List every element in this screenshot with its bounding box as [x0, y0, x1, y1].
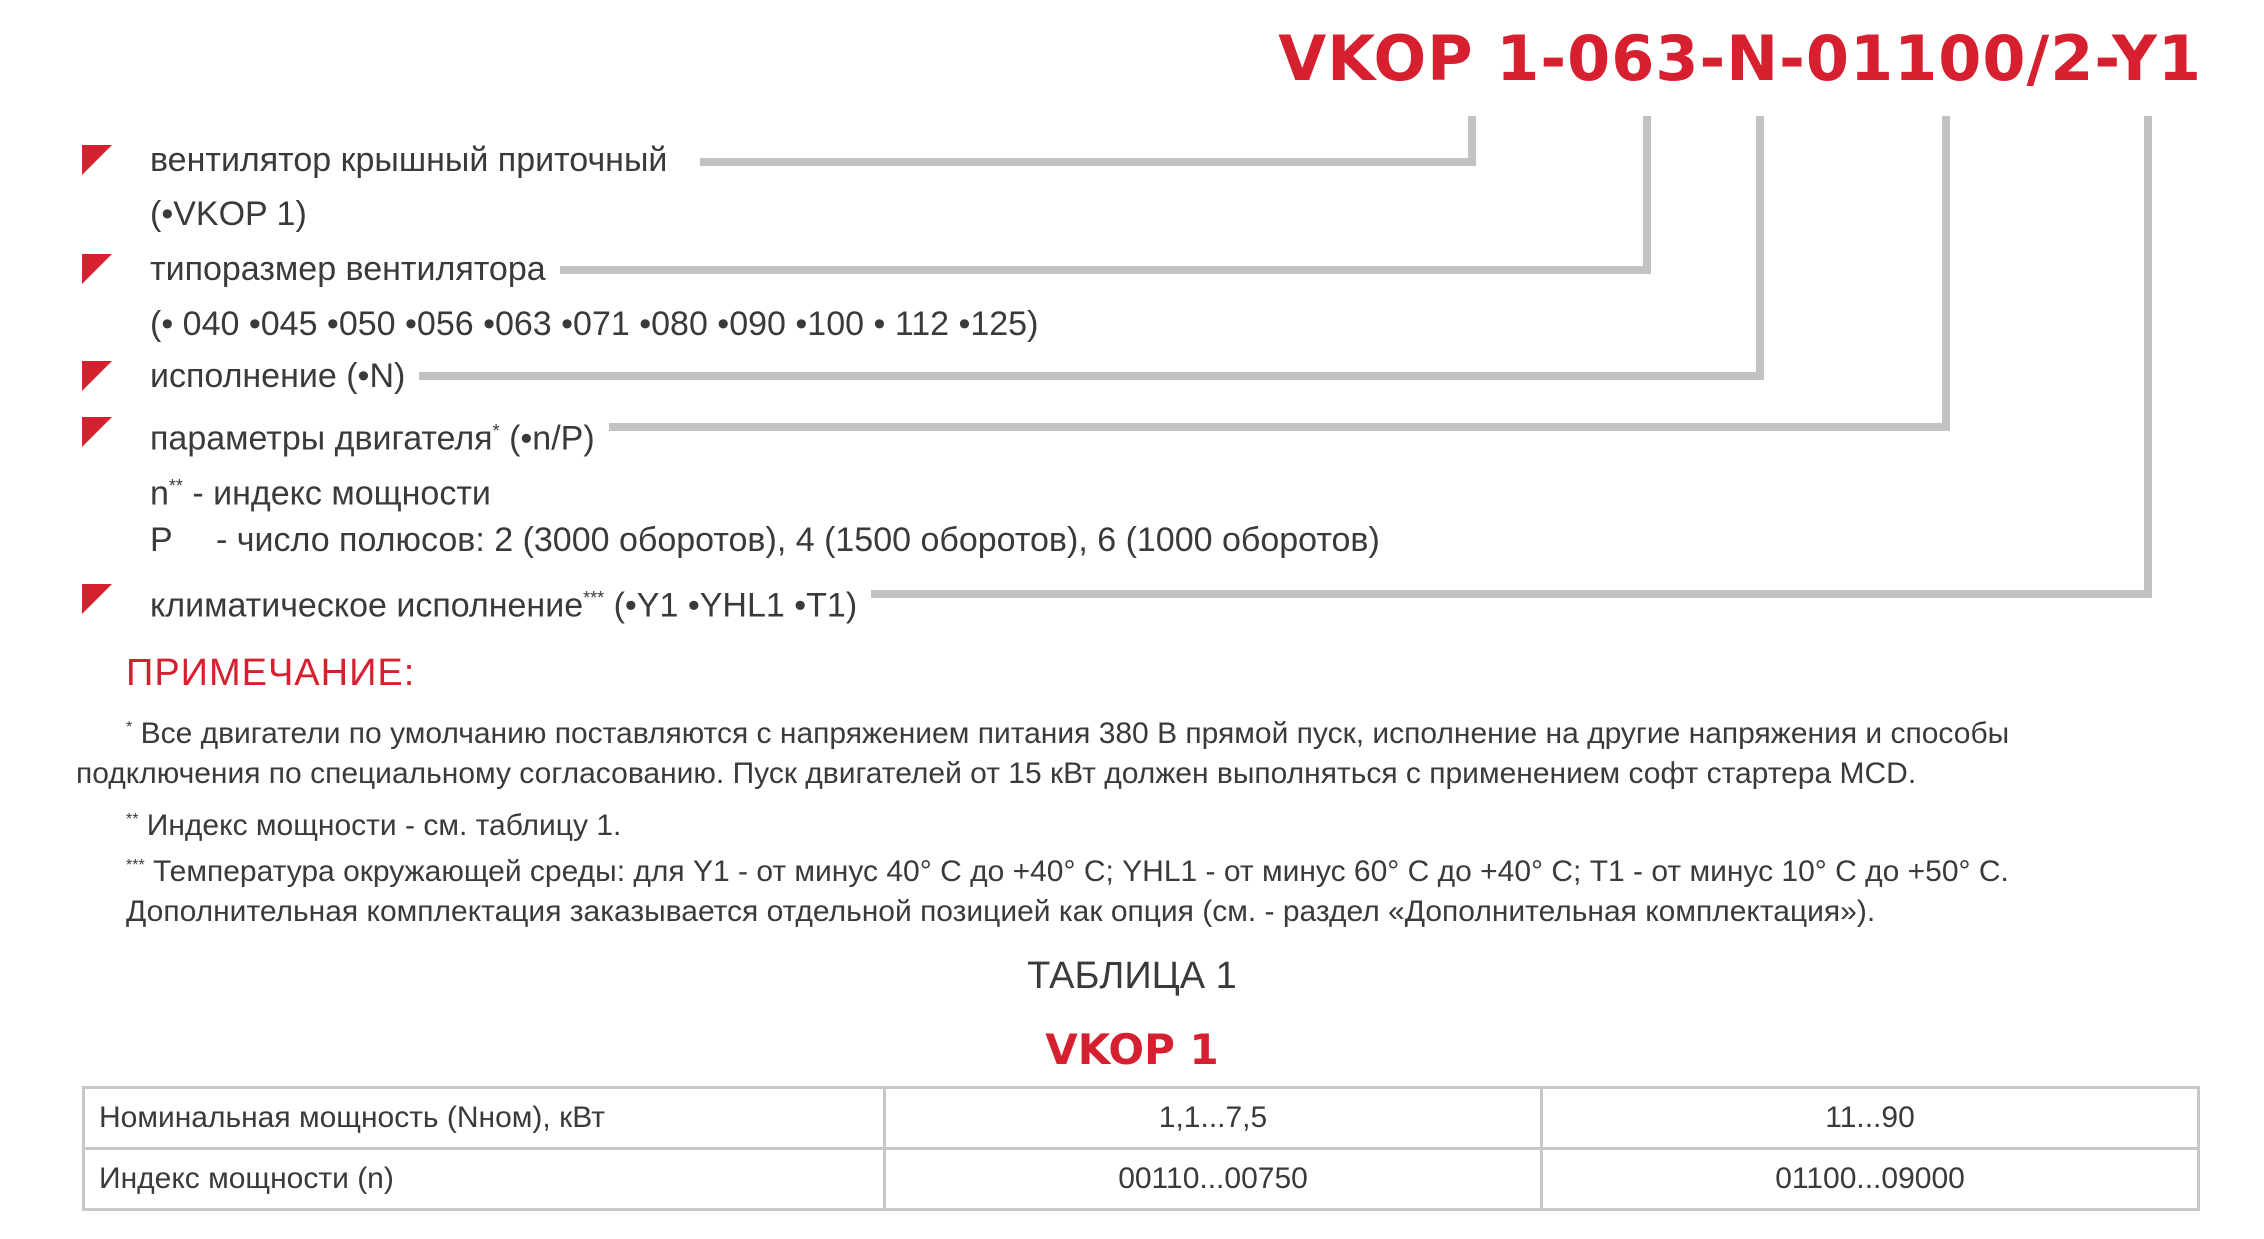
model-code-title: VKOP 1-063-N-01100/2-Y1: [1278, 22, 2202, 95]
leader-line-motor-v: [1942, 116, 1950, 430]
footnote-mark: ***: [126, 857, 145, 874]
size-options: (• 040 •045 •050 •056 •063 •071 •080 •090 •100 • 112 •125): [150, 304, 1052, 344]
motor-parameters-label: [150, 411, 609, 458]
leader-line-climate-h: [850, 590, 2152, 598]
p-description: - число полюсов: 2 (3000 оборотов), 4 (1500 оборотов), 6 (1000 оборотов): [216, 520, 1394, 560]
type-options: (•VKOP 1): [150, 194, 321, 234]
bullet-marker-icon: [82, 145, 112, 175]
leader-line-climate-v: [2144, 116, 2152, 598]
table-cell: 11...90: [1542, 1088, 2199, 1149]
table-row: [84, 1088, 2199, 1149]
table-cell: 1,1...7,5: [885, 1088, 1542, 1149]
size-label: типоразмер вентилятора: [150, 249, 560, 289]
note-3: [126, 848, 2009, 890]
motor-label-text: параметры двигателя: [150, 419, 493, 458]
footnote-mark: **: [126, 811, 139, 828]
table-subtitle: VKOP 1: [1045, 1025, 1219, 1074]
bullet-marker-icon: [82, 584, 112, 614]
note-extra: Дополнительная комплектация заказывается отдельной позицией как опция (см. - раздел «Дополнительная комплектация»).: [126, 895, 1876, 928]
table-cell: 00110...00750: [885, 1149, 1542, 1210]
climate-label: [150, 578, 871, 625]
leader-line-type-v: [1468, 116, 1476, 164]
footnote-mark: ***: [583, 588, 605, 608]
n-index-line: [150, 466, 505, 513]
footnote-mark: *: [492, 421, 500, 441]
note-1-line-2: подключения по специальному согласованию. Пуск двигателей от 15 кВт должен выполняться с применением софт стартера MCD.: [76, 757, 1917, 790]
footnote-mark: **: [168, 476, 183, 496]
leader-line-motor-h: [600, 423, 1950, 431]
type-label: вентилятор крышный приточный: [150, 140, 681, 180]
leader-line-size-h: [560, 266, 1651, 274]
bullet-marker-icon: [82, 254, 112, 284]
leader-line-execution-v: [1756, 116, 1764, 380]
execution-label: исполнение (•N): [150, 356, 419, 396]
table-caption: ТАБЛИЦА 1: [1027, 955, 1237, 997]
n-description: - индекс мощности: [192, 474, 491, 513]
leader-line-size-v: [1643, 116, 1651, 274]
footnote-mark: *: [126, 719, 133, 736]
note-2-text: Индекс мощности - см. таблицу 1.: [146, 809, 622, 842]
note-1-line-1: [126, 710, 2009, 752]
bullet-marker-icon: [82, 417, 112, 447]
note-1-text: Все двигатели по умолчанию поставляются с напряжением питания 380 В прямой пуск, исполнение на другие напряжения и способы: [140, 717, 2010, 750]
power-index-table: [82, 1086, 2200, 1211]
table-cell-label: Номинальная мощность (Nном), кВт: [84, 1088, 885, 1149]
notes-heading: ПРИМЕЧАНИЕ:: [126, 652, 416, 694]
leader-line-type-h: [700, 158, 1476, 166]
table-row: [84, 1149, 2199, 1210]
note-2: [126, 802, 621, 844]
p-symbol: P: [150, 520, 187, 560]
table-cell: 01100...09000: [1542, 1149, 2199, 1210]
n-symbol: n: [150, 474, 169, 513]
climate-options: (•Y1 •YHL1 •T1): [613, 586, 858, 625]
climate-label-text: климатическое исполнение: [150, 586, 584, 625]
table-cell-label: Индекс мощности (n): [84, 1149, 885, 1210]
leader-line-execution-h: [400, 372, 1764, 380]
bullet-marker-icon: [82, 361, 112, 391]
motor-options: (•n/P): [509, 419, 595, 458]
note-3-text: Температура окружающей среды: для Y1 - от минус 40° С до +40° С; YHL1 - от минус 60° С до +40° С; T1 - от минус 10° С до +50° С.: [153, 855, 2009, 888]
